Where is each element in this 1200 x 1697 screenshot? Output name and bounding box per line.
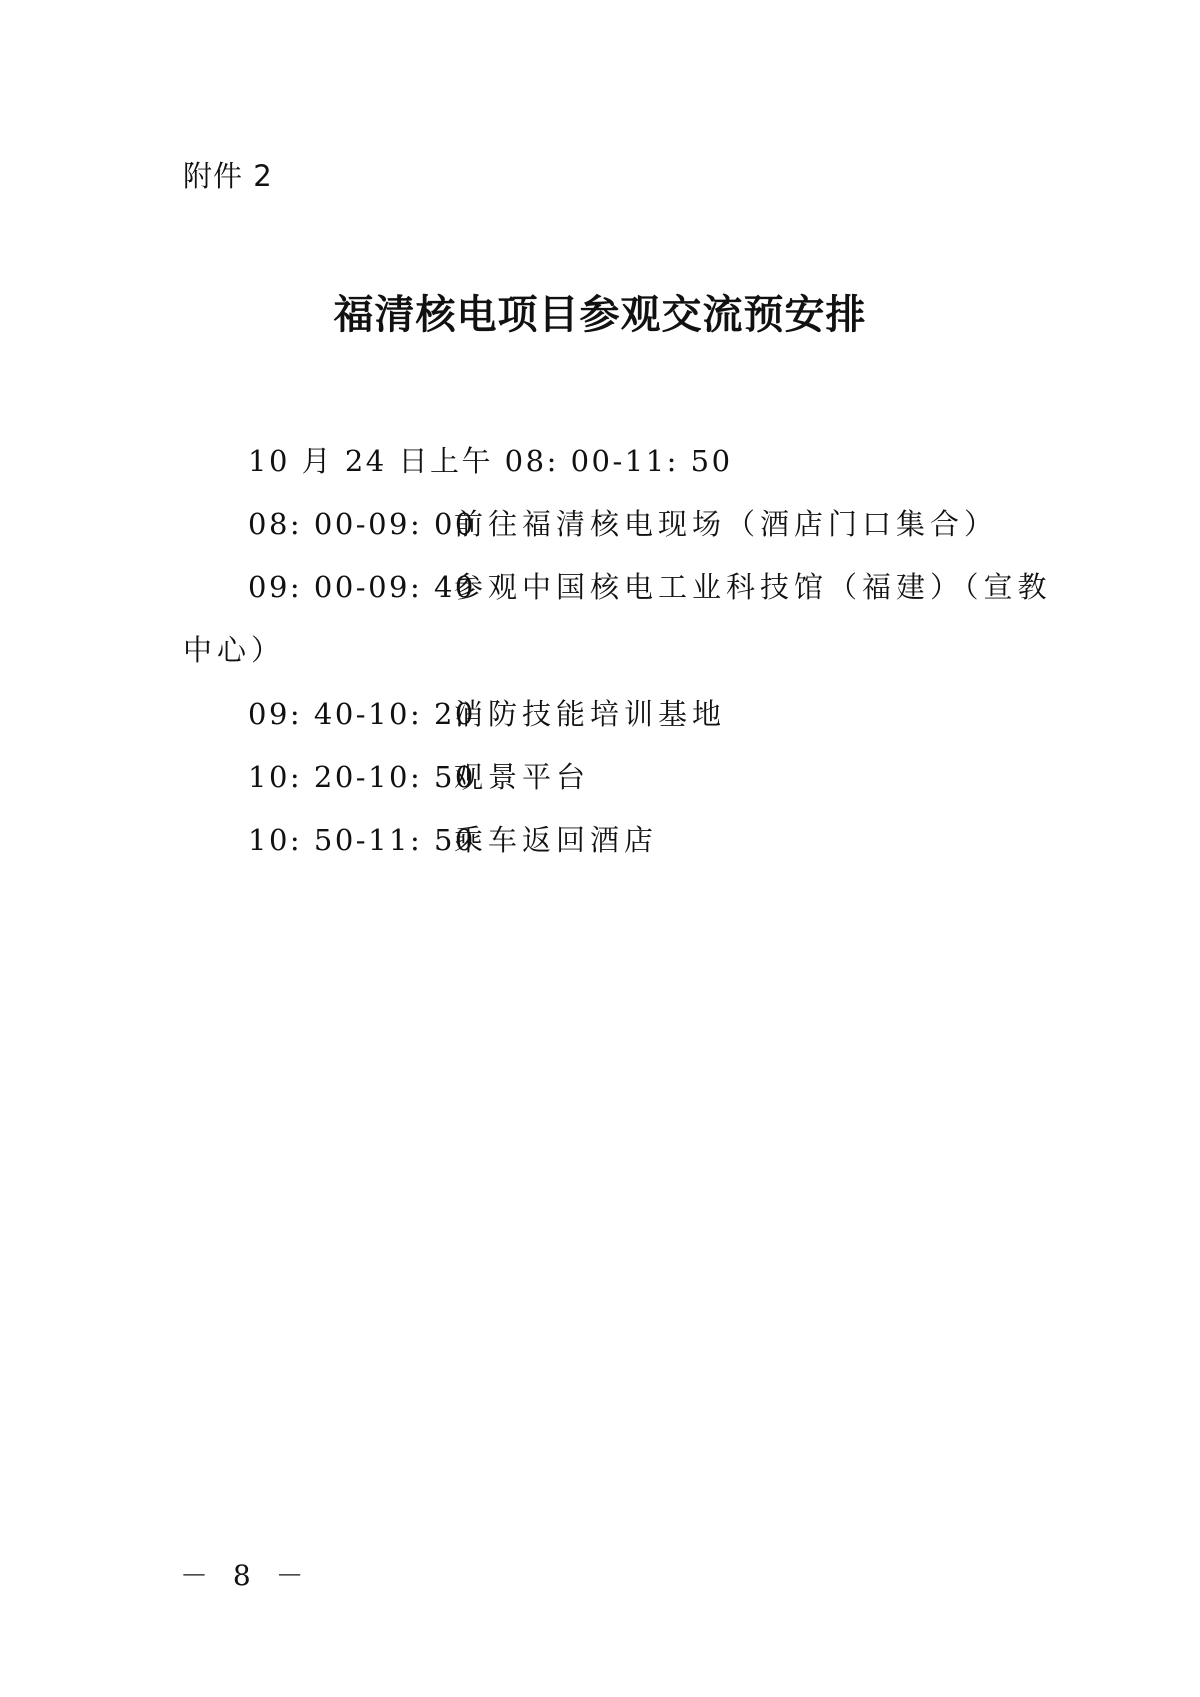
schedule-item-description-continued: 中心） [183, 633, 286, 667]
schedule-item-time: 08: 00-09: 00 [248, 507, 476, 541]
page-number: － 8 － [180, 1559, 312, 1592]
schedule-item [248, 757, 590, 797]
schedule-item [248, 504, 998, 544]
schedule-item-time: 09: 40-10: 20 [248, 697, 476, 731]
schedule-item-description: 前往福清核电现场（酒店门口集合） [454, 507, 999, 541]
schedule-item-description: 乘车返回酒店 [454, 823, 659, 857]
schedule-item-time: 09: 00-09: 40 [248, 570, 476, 604]
schedule-item [248, 567, 1052, 607]
schedule-date-line: 10 月 24 日上午 08: 00-11: 50 [248, 444, 733, 478]
schedule-item-description: 消防技能培训基地 [454, 697, 727, 731]
schedule-item-description: 参观中国核电工业科技馆（福建）（宣教 [454, 570, 1052, 604]
schedule-item [248, 694, 726, 734]
schedule-item [248, 820, 658, 860]
document-title: 福清核电项目参观交流预安排 [333, 291, 867, 338]
schedule-item-description: 观景平台 [454, 760, 591, 794]
schedule-item-time: 10: 20-10: 50 [248, 760, 476, 794]
schedule-item-time: 10: 50-11: 50 [248, 823, 476, 857]
attachment-label: 附件 2 [183, 159, 273, 193]
